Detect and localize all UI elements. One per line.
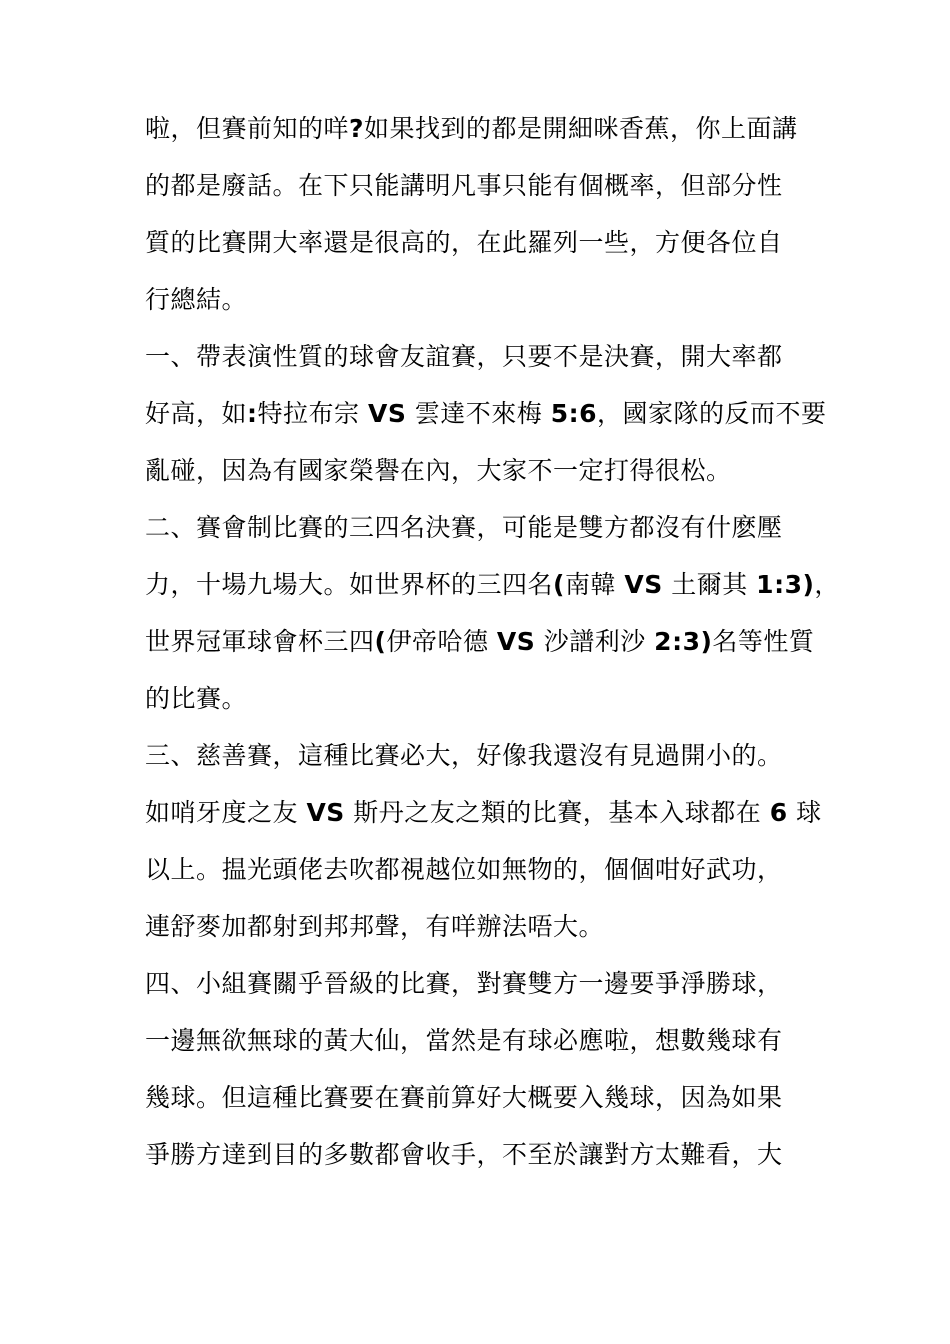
text-line: 啦，但賽前知的咩?如果找到的都是開細咪香蕉，你上面講 bbox=[145, 114, 798, 143]
text-line: 以上。揾光頭佬去吹都視越位如無物的，個個咁好武功， bbox=[145, 855, 783, 884]
text-line: 連舒麥加都射到邦邦聲，有咩辦法唔大。 bbox=[145, 912, 605, 941]
text-line: 三、慈善賽，這種比賽必大，好像我還沒有見過開小的。 bbox=[145, 741, 783, 770]
text-line: 好高，如:特拉布宗 VS 雲達不來梅 5:6，國家隊的反而不要 bbox=[145, 399, 827, 428]
text-line: 一、帶表演性質的球會友誼賽，只要不是決賽，開大率都 bbox=[145, 342, 783, 371]
text-line: 力，十場九場大。如世界杯的三四名(南韓 VS 土爾其 1:3)， bbox=[145, 570, 840, 599]
text-line: 的都是廢話。在下只能講明凡事只能有個概率，但部分性 bbox=[145, 171, 783, 200]
text-line: 世界冠軍球會杯三四(伊帝哈德 VS 沙譜利沙 2:3)名等性質 bbox=[145, 627, 815, 656]
text-line: 幾球。但這種比賽要在賽前算好大概要入幾球，因為如果 bbox=[145, 1083, 783, 1112]
text-line: 四、小組賽關乎晉級的比賽，對賽雙方一邊要爭淨勝球， bbox=[145, 969, 783, 998]
text-line: 二、賽會制比賽的三四名決賽，可能是雙方都沒有什麽壓 bbox=[145, 513, 783, 542]
text-line: 質的比賽開大率還是很高的，在此羅列一些，方便各位自 bbox=[145, 228, 783, 257]
text-line: 的比賽。 bbox=[145, 684, 248, 713]
text-line: 行總結。 bbox=[145, 285, 248, 314]
body-text bbox=[145, 100, 845, 1183]
text-line: 亂碰，因為有國家榮譽在內，大家不一定打得很松。 bbox=[145, 456, 732, 485]
text-line: 如哨牙度之友 VS 斯丹之友之類的比賽，基本入球都在 6 球 bbox=[145, 798, 822, 827]
text-line: 一邊無欲無球的黃大仙，當然是有球必應啦，想數幾球有 bbox=[145, 1026, 783, 1055]
text-line: 爭勝方達到目的多數都會收手，不至於讓對方太難看，大 bbox=[145, 1140, 783, 1169]
